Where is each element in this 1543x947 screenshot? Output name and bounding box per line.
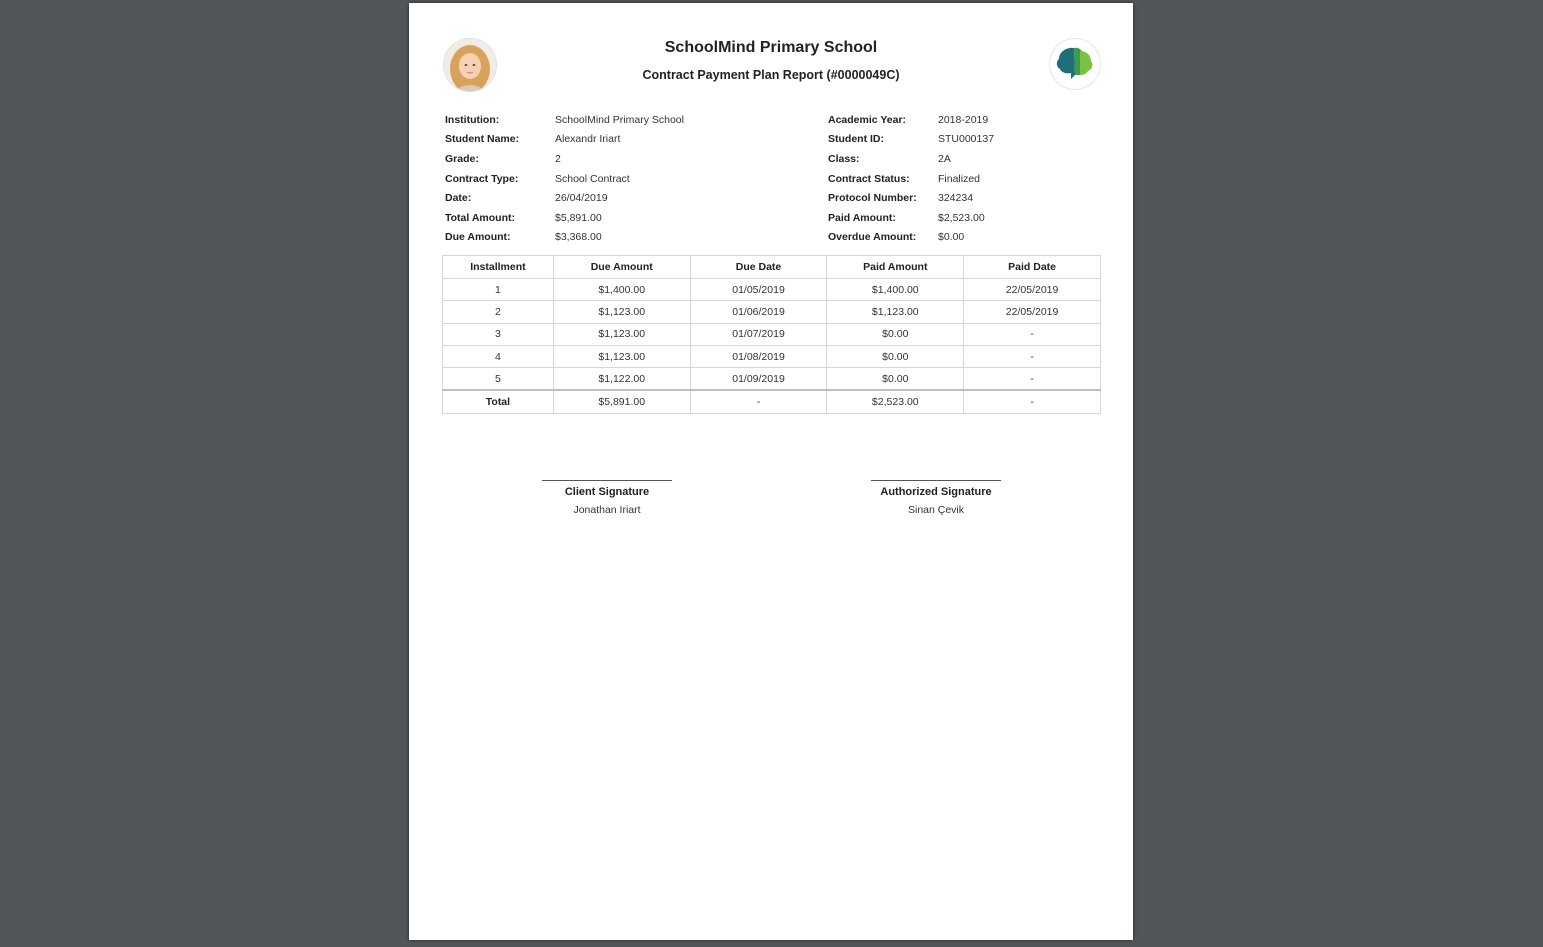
total-paid-date: - — [964, 390, 1101, 413]
column-header: Paid Date — [964, 256, 1101, 279]
authorized-signature-title: Authorized Signature — [880, 486, 992, 498]
table-header-row — [443, 256, 1101, 279]
info-label: Grade: — [445, 152, 479, 165]
school-title: SchoolMind Primary School — [664, 39, 878, 56]
table-cell: $1,123.00 — [553, 301, 690, 323]
table-row — [443, 323, 1101, 345]
info-value: $5,891.00 — [555, 211, 602, 224]
report-title: Contract Payment Plan Report (#0000049C) — [642, 68, 900, 82]
info-label: Paid Amount: — [828, 211, 896, 224]
column-header: Paid Amount — [827, 256, 964, 279]
info-value: 324234 — [938, 192, 974, 205]
info-value: School Contract — [555, 172, 630, 185]
table-cell: - — [964, 323, 1101, 345]
info-value: Alexandr Iriart — [555, 133, 621, 146]
client-signature-block — [542, 480, 672, 516]
info-row-total-amount — [445, 208, 805, 228]
table-cell: $1,123.00 — [553, 323, 690, 345]
info-label: Contract Type: — [445, 172, 519, 185]
authorized-signature-name: Sinan Çevik — [907, 504, 965, 516]
info-value: $3,368.00 — [555, 231, 602, 244]
info-row-student-name — [445, 130, 805, 150]
info-right-column — [828, 110, 1118, 247]
info-label: Protocol Number: — [828, 192, 917, 205]
info-value: $2,523.00 — [938, 211, 985, 224]
table-cell: $0.00 — [827, 345, 964, 367]
info-value: $0.00 — [938, 231, 965, 244]
table-cell: 1 — [443, 279, 554, 301]
authorized-signature-block — [871, 480, 1001, 516]
info-row-date — [445, 188, 805, 208]
table-cell: 22/05/2019 — [964, 279, 1101, 301]
table-cell: 01/07/2019 — [690, 323, 827, 345]
info-row-paid-amount — [828, 208, 1118, 228]
table-row — [443, 345, 1101, 367]
table-row — [443, 301, 1101, 323]
column-header: Due Date — [690, 256, 827, 279]
table-row — [443, 279, 1101, 301]
column-header: Due Amount — [553, 256, 690, 279]
info-value: Finalized — [938, 172, 981, 185]
info-label: Student ID: — [828, 133, 884, 146]
column-header: Installment — [443, 256, 554, 279]
table-cell: 2 — [443, 301, 554, 323]
table-cell: $0.00 — [827, 368, 964, 391]
brain-logo-icon — [1054, 45, 1096, 83]
table-total-row — [443, 390, 1101, 413]
table-cell: 3 — [443, 323, 554, 345]
table-cell: 01/06/2019 — [690, 301, 827, 323]
info-label: Due Amount: — [445, 231, 511, 244]
info-row-overdue-amount — [828, 228, 1118, 248]
signature-line — [542, 480, 672, 481]
info-row-institution — [445, 110, 805, 130]
table-cell: 01/09/2019 — [690, 368, 827, 391]
info-value: SchoolMind Primary School — [555, 113, 684, 126]
info-row-protocol-number — [828, 188, 1118, 208]
info-row-academic-year — [828, 110, 1118, 130]
total-paid-amount: $2,523.00 — [827, 390, 964, 413]
report-page — [409, 3, 1133, 940]
signature-line — [871, 480, 1001, 481]
client-signature-title: Client Signature — [564, 486, 650, 498]
info-row-contract-type — [445, 169, 805, 189]
info-label: Overdue Amount: — [828, 231, 917, 244]
table-cell: 01/05/2019 — [690, 279, 827, 301]
info-label: Class: — [828, 152, 860, 165]
info-value: 2A — [938, 152, 951, 165]
table-cell: $0.00 — [827, 323, 964, 345]
table-cell: 5 — [443, 368, 554, 391]
info-label: Academic Year: — [828, 113, 907, 126]
info-value: 26/04/2019 — [555, 192, 608, 205]
table-cell: - — [964, 368, 1101, 391]
total-label: Total — [443, 390, 554, 413]
client-signature-name: Jonathan Iriart — [573, 504, 641, 516]
info-label: Institution: — [445, 113, 500, 126]
info-label: Student Name: — [445, 133, 520, 146]
table-row — [443, 368, 1101, 391]
info-row-student-id — [828, 130, 1118, 150]
school-logo — [1049, 38, 1101, 90]
info-row-grade — [445, 149, 805, 169]
info-value: 2018-2019 — [938, 113, 989, 126]
table-cell: $1,123.00 — [553, 345, 690, 367]
info-row-contract-status — [828, 169, 1118, 189]
total-due-amount: $5,891.00 — [553, 390, 690, 413]
payment-plan-table — [442, 255, 1101, 414]
info-value: 2 — [555, 152, 561, 165]
table-cell: 22/05/2019 — [964, 301, 1101, 323]
table-cell: $1,400.00 — [553, 279, 690, 301]
table-cell: $1,123.00 — [827, 301, 964, 323]
info-label: Contract Status: — [828, 172, 910, 185]
info-label: Date: — [445, 192, 472, 205]
info-row-class — [828, 149, 1118, 169]
table-cell: 4 — [443, 345, 554, 367]
table-cell: - — [964, 345, 1101, 367]
info-label: Total Amount: — [445, 211, 515, 224]
info-row-due-amount — [445, 228, 805, 248]
total-due-date: - — [690, 390, 827, 413]
table-cell: 01/08/2019 — [690, 345, 827, 367]
table-cell: $1,122.00 — [553, 368, 690, 391]
info-value: STU000137 — [938, 133, 995, 146]
table-cell: $1,400.00 — [827, 279, 964, 301]
info-left-column — [445, 110, 805, 247]
